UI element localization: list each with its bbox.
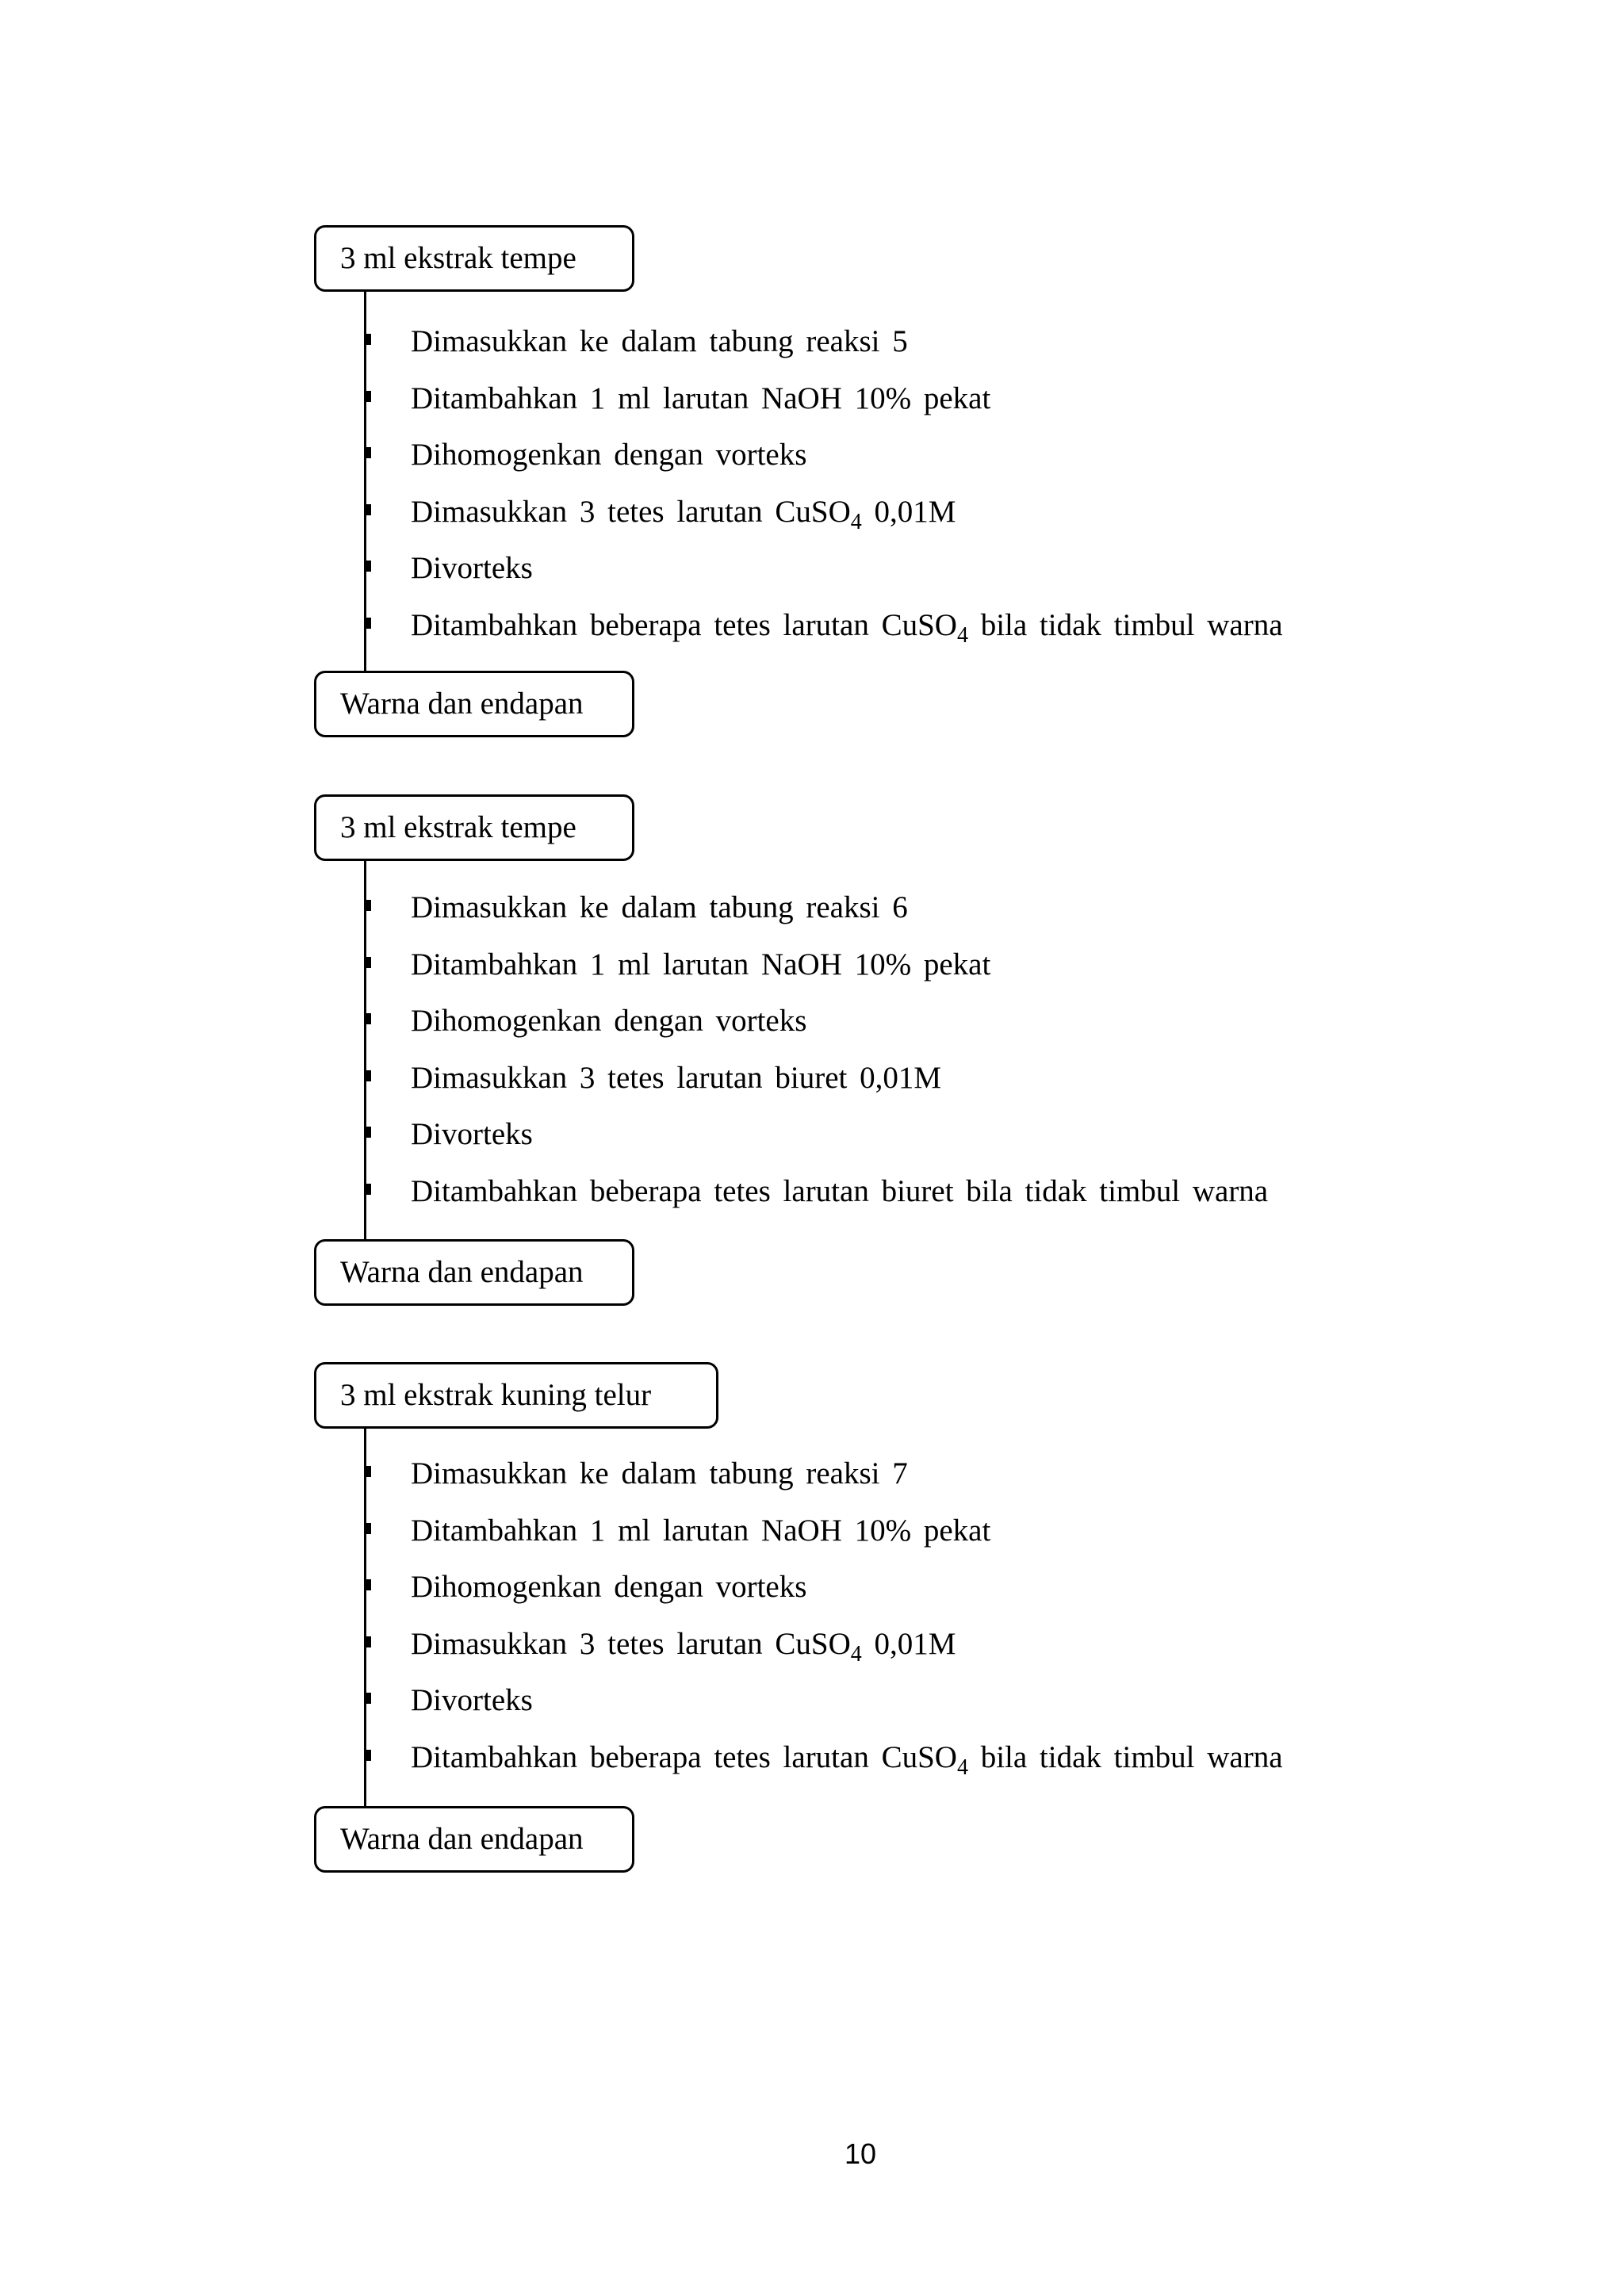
- bullet-marker: [364, 447, 371, 458]
- flow-2-step-4: Dimasukkan 3 tetes larutan biuret 0,01M: [0, 1050, 1348, 1107]
- flow-1-output-box: [314, 671, 634, 737]
- bullet-marker: [364, 1693, 371, 1704]
- flow-2-step-1: Dimasukkan ke dalam tabung reaksi 6: [0, 879, 1348, 936]
- flow-1-step-4-text: Dimasukkan 3 tetes larutan CuSO$_4$ 0,01M: [411, 495, 956, 534]
- flow-1-step-1: Dimasukkan ke dalam tabung reaksi 5: [0, 313, 1348, 370]
- flow-2-output-label: Warna dan endapan: [340, 1255, 584, 1289]
- flow-2-step-3: Dihomogenkan dengan vorteks: [0, 993, 1348, 1050]
- flow-2-input-box: [314, 794, 634, 861]
- bullet-marker: [364, 334, 371, 345]
- flow-1-step-6-text: Ditambahkan beberapa tetes larutan CuSO$_4$ bila tidak timbul warna: [411, 608, 1283, 648]
- flow-3-step-4-text: Dimasukkan 3 tetes larutan CuSO$_4$ 0,01M: [411, 1627, 956, 1667]
- bullet-marker: [364, 504, 371, 515]
- flow-2-step-5: Divorteks: [0, 1106, 1348, 1163]
- bullet-marker: [364, 1013, 371, 1024]
- bullet-marker: [364, 1127, 371, 1138]
- flow-2-input-label: 3 ml ekstrak tempe: [340, 810, 576, 844]
- bullet-marker: [364, 1579, 371, 1590]
- page-number: 10: [844, 2137, 877, 2170]
- flow-3-step-2: Ditambahkan 1 ml larutan NaOH 10% pekat: [0, 1502, 1348, 1559]
- bullet-marker: [364, 618, 371, 629]
- flow-3-output-box: [314, 1806, 634, 1873]
- flow-1-step-2: Ditambahkan 1 ml larutan NaOH 10% pekat: [0, 370, 1348, 427]
- flow-3-step-6-text: Ditambahkan beberapa tetes larutan CuSO$_4$ bila tidak timbul warna: [411, 1740, 1283, 1780]
- bullet-marker: [364, 1466, 371, 1477]
- flow-1-step-3: Dihomogenkan dengan vorteks: [0, 427, 1348, 484]
- flow-1-input-label: 3 ml ekstrak tempe: [340, 241, 576, 275]
- flow-1-step-6: [0, 597, 1348, 654]
- flow-3-step-5: Divorteks: [0, 1672, 1348, 1729]
- bullet-marker: [364, 900, 371, 911]
- bullet-marker: [364, 957, 371, 968]
- flow-3-input-label: 3 ml ekstrak kuning telur: [340, 1378, 652, 1412]
- flow-3-output-label: Warna dan endapan: [340, 1822, 584, 1856]
- flow-1-output-label: Warna dan endapan: [340, 687, 584, 721]
- flow-1-step-4: [0, 484, 1348, 541]
- bullet-marker: [364, 391, 371, 402]
- bullet-marker: [364, 1636, 371, 1647]
- flow-2-step-6: Ditambahkan beberapa tetes larutan biuret bila tidak timbul warna: [0, 1163, 1348, 1220]
- flow-1-input-box: [314, 225, 634, 292]
- bullet-marker: [364, 1070, 371, 1081]
- flow-2-step-2: Ditambahkan 1 ml larutan NaOH 10% pekat: [0, 936, 1348, 993]
- flow-3-step-1: Dimasukkan ke dalam tabung reaksi 7: [0, 1445, 1348, 1502]
- bullet-marker: [364, 1750, 371, 1761]
- bullet-marker: [364, 1523, 371, 1534]
- flow-3-step-4: [0, 1616, 1348, 1673]
- flow-3-input-box: [314, 1362, 718, 1429]
- bullet-marker: [364, 561, 371, 572]
- flow-3-step-6: [0, 1729, 1348, 1786]
- flow-1-step-5: Divorteks: [0, 540, 1348, 597]
- bullet-marker: [364, 1184, 371, 1195]
- flow-2-output-box: [314, 1239, 634, 1306]
- flow-3-step-3: Dihomogenkan dengan vorteks: [0, 1559, 1348, 1616]
